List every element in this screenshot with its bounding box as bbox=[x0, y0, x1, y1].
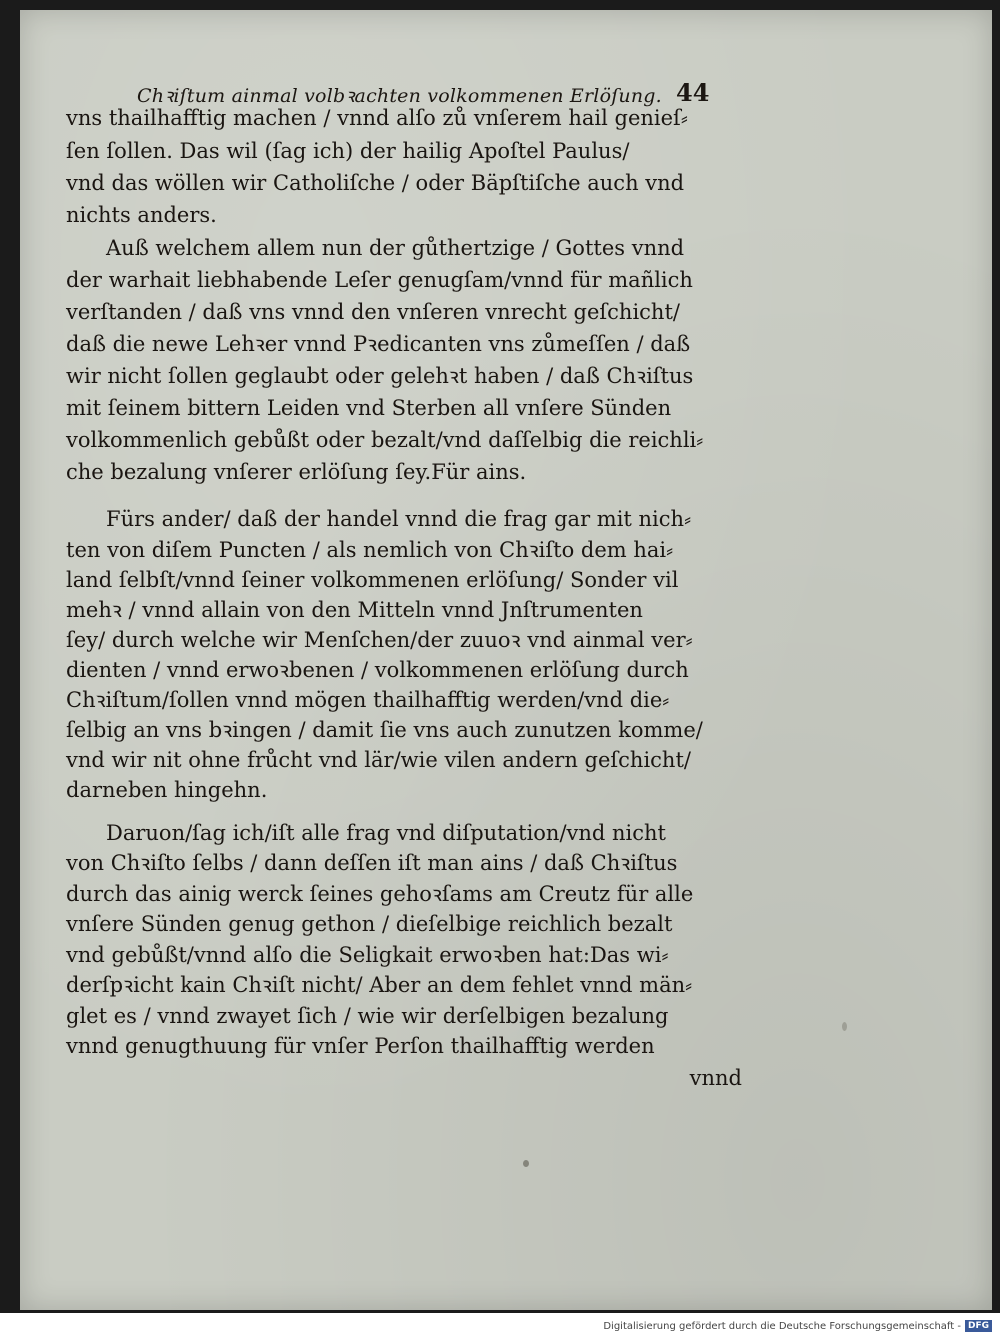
text-line: nichts anders. bbox=[66, 203, 217, 227]
digitization-credit bbox=[603, 1320, 992, 1332]
text-line: land ſelbſt/vnnd ſeiner volkommenen erlöſung/ Sonder vil bbox=[66, 568, 679, 592]
text-line: mit ſeinem bittern Leiden vnd Sterben all vnſere Sünden bbox=[66, 396, 672, 420]
catchword: vnnd bbox=[689, 1066, 742, 1090]
ink-spot bbox=[523, 1160, 529, 1167]
text-line: daß die newe Lehꝛer vnnd Pꝛedicanten vns zůmeſſen / daß bbox=[66, 332, 691, 356]
text-line: vnd wir nit ohne frůcht vnd lär/wie vilen andern geſchicht/ bbox=[66, 748, 691, 772]
text-line: ſey/ durch welche wir Menſchen/der zuuoꝛ vnd ainmal ver⸗ bbox=[66, 628, 693, 652]
text-line: che bezalung vnſerer erlöſung ſey.Für ains. bbox=[66, 460, 527, 484]
text-line: derſpꝛicht kain Chꝛiſt nicht/ Aber an dem fehlet vnnd män⸗ bbox=[66, 973, 693, 997]
text-line: Chꝛiſtum/ſollen vnnd mögen thailhafftig werden/vnd die⸗ bbox=[66, 688, 670, 712]
text-line: ſelbig an vns bꝛingen / damit ſie vns auch zunutzen komme/ bbox=[66, 718, 703, 742]
text-line: durch das ainig werck ſeines gehoꝛſams am Creutz für alle bbox=[66, 882, 694, 906]
running-head: Chꝛiſtum ainmal volbꝛachten volkommenen Erlöſung. bbox=[137, 85, 662, 107]
paragraph-first-line: Fürs ander/ daß der handel vnnd die frag gar mit nich⸗ bbox=[106, 507, 692, 531]
text-line: vns thailhafftig machen / vnnd alſo zů vnſerem hail genieſ⸗ bbox=[66, 106, 688, 130]
text-line: volkommenlich gebůßt oder bezalt/vnd daſſelbig die reichli⸗ bbox=[66, 428, 704, 452]
page-number: 44 bbox=[676, 78, 710, 107]
text-line: glet es / vnnd zwayet ſich / wie wir derſelbigen bezalung bbox=[66, 1004, 669, 1028]
text-line: vnd das wöllen wir Catholiſche / oder Bäpſtiſche auch vnd bbox=[66, 171, 685, 195]
text-line: vnſere Sünden genug gethon / dieſelbige reichlich bezalt bbox=[66, 912, 673, 936]
text-line: wir nicht ſollen geglaubt oder gelehꝛt haben / daß Chꝛiſtus bbox=[66, 364, 694, 388]
credit-text: Digitalisierung gefördert durch die Deutsche Forschungsgemeinschaft - bbox=[603, 1321, 961, 1332]
text-line: ſen ſollen. Das wil (ſag ich) der hailig Apoſtel Paulus/ bbox=[66, 139, 630, 163]
text-line: darneben hingehn. bbox=[66, 778, 268, 802]
text-line: mehꝛ / vnnd allain von den Mitteln vnnd Jnſtrumenten bbox=[66, 598, 643, 622]
dfg-logo: DFG bbox=[965, 1320, 992, 1332]
paragraph-first-line: Auß welchem allem nun der gůthertzige / Gottes vnnd bbox=[106, 236, 685, 260]
ink-spot bbox=[268, 92, 273, 97]
text-line: ten von diſem Puncten / als nemlich von Chꝛiſto dem hai⸗ bbox=[66, 538, 674, 562]
text-line: vnd gebůßt/vnnd alſo die Seligkait erwoꝛben hat:Das wi⸗ bbox=[66, 943, 669, 967]
text-line: dienten / vnnd erwoꝛbenen / volkommenen erlöſung durch bbox=[66, 658, 689, 682]
text-line: verſtanden / daß vns vnnd den vnſeren vnrecht geſchicht/ bbox=[66, 300, 680, 324]
ink-spot bbox=[842, 1022, 847, 1031]
paragraph-first-line: Daruon/ſag ich/iſt alle frag vnd diſputation/vnd nicht bbox=[106, 821, 666, 845]
text-line: der warhait liebhabende Leſer genugſam/vnnd für mañlich bbox=[66, 268, 693, 292]
text-line: von Chꝛiſto ſelbs / dann deſſen iſt man ains / daß Chꝛiſtus bbox=[66, 851, 678, 875]
text-line: vnnd genugthuung für vnſer Perſon thailhafftig werden bbox=[66, 1034, 655, 1058]
